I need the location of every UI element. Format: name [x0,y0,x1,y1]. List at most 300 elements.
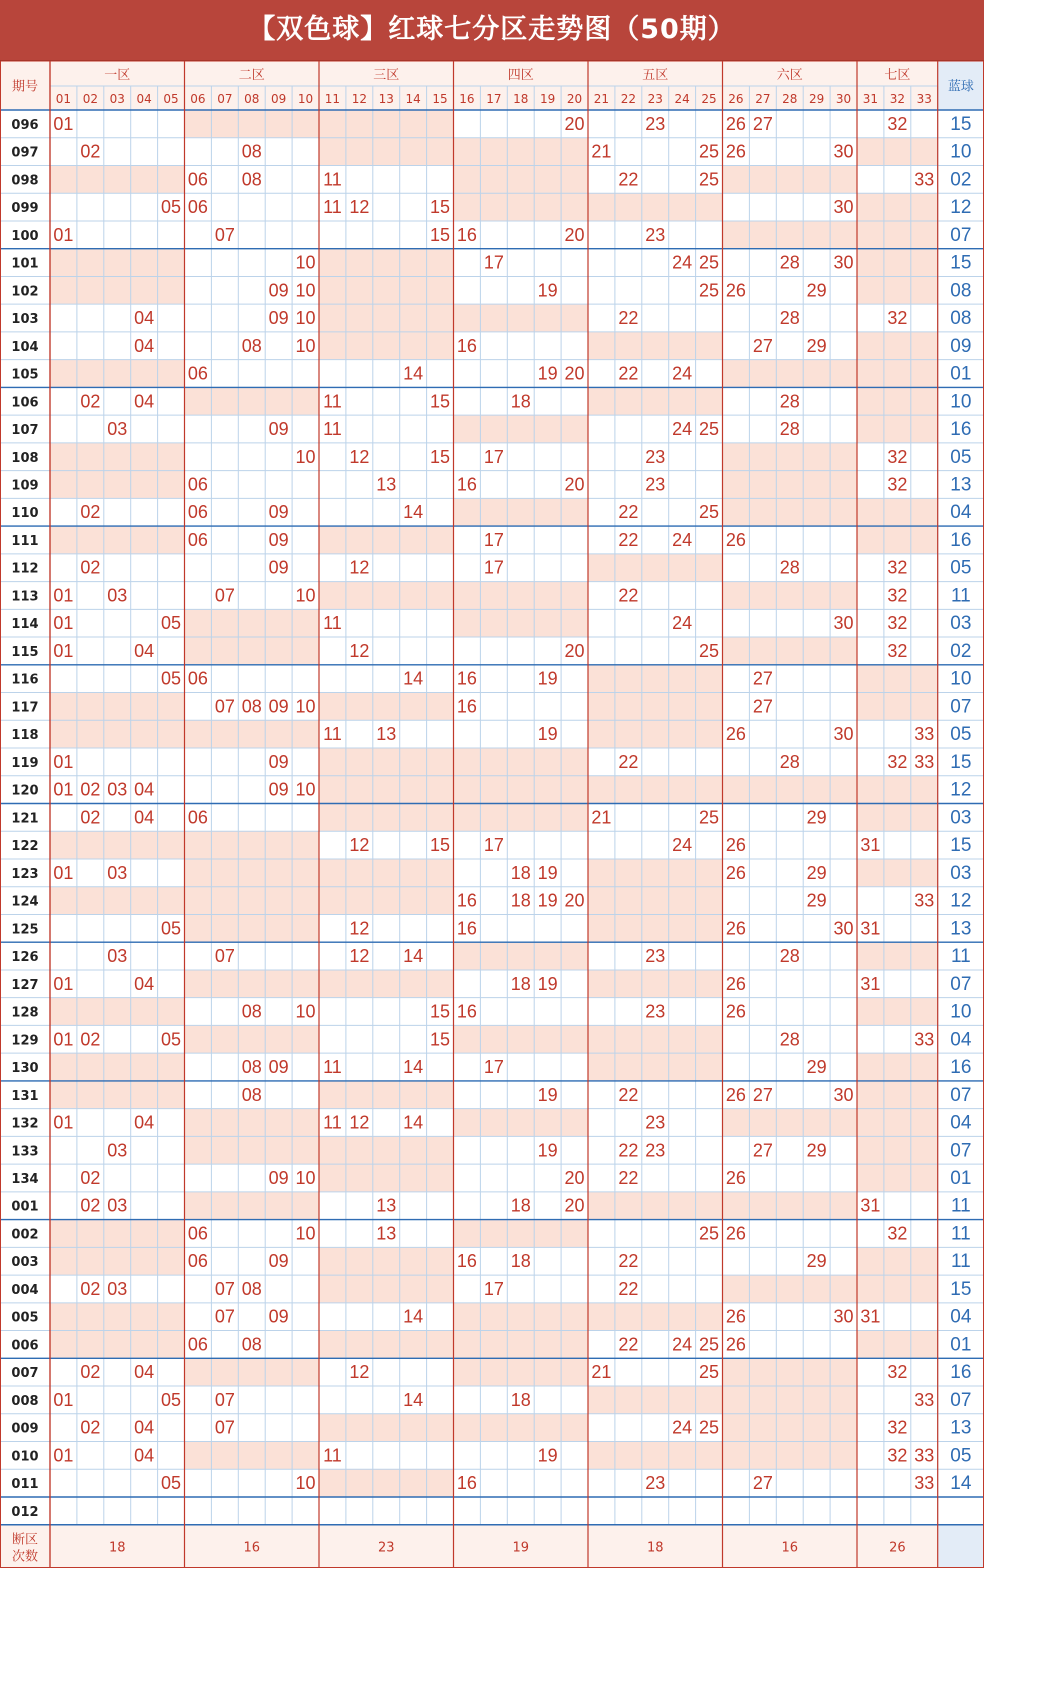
red-ball: 25 [699,280,720,301]
red-ball: 20 [564,1167,585,1188]
red-ball: 11 [323,197,342,218]
empty-zone-cell [50,1331,185,1359]
red-ball: 06 [187,474,208,495]
blue-ball: 09 [950,335,972,357]
red-ball: 16 [456,1473,477,1494]
empty-zone-cell [857,276,938,304]
red-ball: 05 [161,1389,182,1410]
blue-ball: 01 [950,363,972,385]
red-ball: 25 [699,807,720,828]
red-ball: 03 [107,1140,128,1161]
empty-zone-cell [723,1386,858,1414]
red-ball: 11 [323,1445,342,1466]
red-ball: 10 [295,1167,316,1188]
empty-zone-cell [185,1358,320,1386]
red-ball: 09 [268,502,289,523]
red-ball: 24 [672,835,693,856]
empty-zone-cell [857,1109,938,1137]
break-count: 19 [512,1540,530,1556]
red-ball: 26 [725,280,746,301]
empty-zone-cell [454,304,589,332]
red-ball: 01 [53,224,74,245]
number-header: 32 [889,92,905,106]
red-ball: 02 [80,391,101,412]
empty-zone-cell [454,1025,589,1053]
empty-zone-cell [588,720,723,748]
red-ball: 07 [214,1278,235,1299]
red-ball: 16 [456,1001,477,1022]
red-ball: 06 [187,668,208,689]
red-ball: 27 [752,113,773,134]
issue-number: 109 [11,478,39,494]
number-header: 07 [217,92,233,106]
number-header: 25 [701,92,717,106]
issue-number: 123 [11,866,39,882]
issue-number: 103 [11,312,39,328]
red-ball: 32 [887,1417,908,1438]
red-ball: 33 [914,169,935,190]
empty-zone-cell [588,332,723,360]
number-header: 20 [566,92,583,106]
red-ball: 08 [241,1084,262,1105]
red-ball: 20 [564,640,585,661]
empty-zone-cell [857,193,938,221]
red-ball: 16 [456,335,477,356]
red-ball: 14 [403,363,424,384]
red-ball: 22 [618,1334,639,1355]
issue-number: 133 [11,1144,39,1160]
red-ball: 09 [268,557,289,578]
blue-ball: 08 [950,280,972,302]
issue-number: 117 [11,700,39,716]
issue-number: 007 [11,1366,39,1382]
red-ball: 28 [779,419,800,440]
empty-zone-cell [857,249,938,277]
red-ball: 23 [645,224,666,245]
red-ball: 32 [887,113,908,134]
red-ball: 25 [699,141,720,162]
red-ball: 02 [80,807,101,828]
red-ball: 13 [376,1195,397,1216]
issue-number: 108 [11,450,39,466]
empty-zone-cell [185,1025,320,1053]
blue-ball: 04 [950,1112,972,1134]
issue-number: 099 [11,201,39,217]
red-ball: 30 [833,613,854,634]
red-ball: 21 [591,807,612,828]
number-header: 08 [244,92,260,106]
red-ball: 20 [564,1195,585,1216]
red-ball: 19 [537,862,558,883]
red-ball: 12 [349,1362,370,1383]
empty-zone-cell [588,1442,723,1470]
issue-number: 122 [11,839,39,855]
empty-zone-cell [857,415,938,443]
red-ball: 26 [725,1306,746,1327]
red-ball: 33 [914,724,935,745]
empty-zone-cell [588,970,723,998]
issue-number: 010 [11,1449,39,1465]
red-ball: 24 [672,419,693,440]
red-ball: 23 [645,1112,666,1133]
break-count: 18 [108,1540,126,1556]
blue-ball: 16 [950,529,972,551]
empty-zone-cell [50,249,185,277]
empty-zone-cell [319,1247,454,1275]
empty-zone-cell [857,1275,938,1303]
red-ball: 15 [430,391,451,412]
red-ball: 19 [537,363,558,384]
number-header: 33 [916,92,932,106]
red-ball: 12 [349,946,370,967]
blue-ball: 15 [950,1278,972,1300]
red-ball: 09 [268,419,289,440]
empty-zone-cell [319,138,454,166]
red-ball: 01 [53,751,74,772]
red-ball: 12 [349,918,370,939]
issue-number: 118 [11,728,39,744]
issue-number: 006 [11,1338,39,1354]
red-ball: 03 [107,946,128,967]
break-count: 16 [781,1540,799,1556]
empty-zone-cell [185,1109,320,1137]
red-ball: 01 [53,1445,74,1466]
empty-zone-cell [588,1192,723,1220]
red-ball: 05 [161,613,182,634]
red-ball: 29 [806,1140,827,1161]
empty-zone-cell [857,1331,938,1359]
empty-zone-cell [454,776,589,804]
red-ball: 06 [187,1251,208,1272]
zone-label: 五区 [642,68,669,83]
blue-ball: 11 [950,585,971,607]
red-ball: 02 [80,1195,101,1216]
red-ball: 12 [349,835,370,856]
red-ball: 27 [752,696,773,717]
red-ball: 16 [456,696,477,717]
empty-zone-cell [857,998,938,1026]
red-ball: 03 [107,862,128,883]
red-ball: 10 [295,1473,316,1494]
empty-zone-cell [857,387,938,415]
red-ball: 18 [510,1195,531,1216]
zone-label: 七区 [884,68,911,83]
number-header: 28 [782,92,798,106]
red-ball: 33 [914,1445,935,1466]
empty-zone-cell [723,1275,858,1303]
red-ball: 29 [806,890,827,911]
red-ball: 25 [699,169,720,190]
red-ball: 22 [618,1278,639,1299]
empty-zone-cell [454,1358,589,1386]
empty-zone-cell [319,1469,454,1497]
red-ball: 33 [914,1389,935,1410]
red-ball: 18 [510,391,531,412]
red-ball: 09 [268,280,289,301]
red-ball: 10 [295,779,316,800]
empty-zone-cell [319,332,454,360]
red-ball: 26 [725,1084,746,1105]
empty-zone-cell [319,249,454,277]
blue-ball: 05 [950,724,972,746]
red-ball: 11 [323,1112,342,1133]
empty-zone-cell [454,1220,589,1248]
issue-number: 124 [11,894,39,910]
red-ball: 33 [914,890,935,911]
empty-zone-cell [723,471,858,499]
red-ball: 01 [53,779,74,800]
empty-zone-cell [454,609,589,637]
red-ball: 08 [241,335,262,356]
red-ball: 18 [510,973,531,994]
empty-zone-cell [454,1109,589,1137]
red-ball: 07 [214,585,235,606]
red-ball: 04 [134,1445,155,1466]
red-ball: 20 [564,363,585,384]
number-header: 02 [82,92,98,106]
number-header: 03 [109,92,125,106]
footer-label-line2: 次数 [11,1549,39,1565]
red-ball: 09 [268,1167,289,1188]
red-ball: 31 [860,1195,881,1216]
issue-number: 107 [11,423,39,439]
red-ball: 19 [537,724,558,745]
red-ball: 20 [564,474,585,495]
red-ball: 09 [268,529,289,550]
empty-zone-cell [185,1136,320,1164]
empty-zone-cell [857,693,938,721]
red-ball: 26 [725,141,746,162]
red-ball: 32 [887,1445,908,1466]
red-ball: 09 [268,1057,289,1078]
red-ball: 10 [295,446,316,467]
red-ball: 18 [510,890,531,911]
red-ball: 32 [887,1223,908,1244]
red-ball: 32 [887,1362,908,1383]
red-ball: 22 [618,1140,639,1161]
red-ball: 01 [53,1029,74,1050]
empty-zone-cell [857,526,938,554]
number-header: 13 [378,92,394,106]
red-ball: 26 [725,1001,746,1022]
issue-header: 期号 [11,79,39,95]
red-ball: 13 [376,1223,397,1244]
number-header: 31 [862,92,879,106]
empty-zone-cell [319,1331,454,1359]
empty-zone-cell [319,693,454,721]
red-ball: 06 [187,363,208,384]
issue-number: 008 [11,1393,39,1409]
empty-zone-cell [185,637,320,665]
number-header: 14 [405,92,421,106]
red-ball: 22 [618,1251,639,1272]
red-ball: 17 [483,529,504,550]
red-ball: 30 [833,1306,854,1327]
issue-number: 129 [11,1033,39,1049]
empty-zone-cell [319,887,454,915]
number-header: 15 [432,92,448,106]
empty-zone-cell [50,471,185,499]
red-ball: 01 [53,640,74,661]
red-ball: 22 [618,529,639,550]
empty-zone-cell [857,498,938,526]
red-ball: 01 [53,973,74,994]
zone-label: 三区 [373,68,400,83]
number-header: 26 [728,92,744,106]
empty-zone-cell [319,804,454,832]
red-ball: 07 [214,1389,235,1410]
red-ball: 21 [591,141,612,162]
empty-zone-cell [50,831,185,859]
empty-zone-cell [50,1303,185,1331]
red-ball: 28 [779,946,800,967]
red-ball: 19 [537,1445,558,1466]
red-ball: 10 [295,585,316,606]
number-header: 17 [486,92,502,106]
empty-zone-cell [454,138,589,166]
red-ball: 26 [725,1167,746,1188]
empty-zone-cell [723,498,858,526]
red-ball: 08 [241,1278,262,1299]
blue-ball: 11 [950,1251,971,1273]
red-ball: 02 [80,1278,101,1299]
red-ball: 21 [591,1362,612,1383]
red-ball: 07 [214,1306,235,1327]
red-ball: 22 [618,169,639,190]
red-ball: 23 [645,1001,666,1022]
red-ball: 06 [187,197,208,218]
red-ball: 29 [806,335,827,356]
blue-ball: 10 [950,668,972,690]
number-header: 18 [513,92,529,106]
issue-number: 004 [11,1282,39,1298]
blue-ball: 15 [950,751,972,773]
empty-zone-cell [50,887,185,915]
red-ball: 01 [53,585,74,606]
red-ball: 32 [887,308,908,329]
red-ball: 08 [241,696,262,717]
blue-ball: 11 [950,1223,971,1245]
red-ball: 10 [295,1001,316,1022]
blue-ball: 12 [950,779,972,801]
red-ball: 26 [725,835,746,856]
red-ball: 19 [537,668,558,689]
blue-ball: 07 [950,696,972,718]
red-ball: 11 [323,419,342,440]
red-ball: 01 [53,113,74,134]
zone-label: 二区 [238,68,265,83]
red-ball: 04 [134,391,155,412]
red-ball: 18 [510,862,531,883]
red-ball: 10 [295,696,316,717]
issue-number: 101 [11,256,39,272]
red-ball: 24 [672,252,693,273]
red-ball: 26 [725,1334,746,1355]
empty-zone-cell [588,1386,723,1414]
red-ball: 07 [214,946,235,967]
number-header: 23 [647,92,663,106]
red-ball: 09 [268,751,289,772]
red-ball: 28 [779,308,800,329]
empty-zone-cell [588,1303,723,1331]
blue-ball: 10 [950,1001,972,1023]
issue-number: 125 [11,922,39,938]
issue-number: 002 [11,1227,39,1243]
issue-number: 116 [11,672,39,688]
red-ball: 14 [403,502,424,523]
empty-zone-cell [50,276,185,304]
red-ball: 14 [403,946,424,967]
empty-zone-cell [723,637,858,665]
red-ball: 14 [403,1112,424,1133]
number-header: 27 [755,92,771,106]
empty-zone-cell [454,415,589,443]
red-ball: 04 [134,1362,155,1383]
red-ball: 20 [564,113,585,134]
red-ball: 27 [752,668,773,689]
red-ball: 23 [645,446,666,467]
empty-zone-cell [588,554,723,582]
issue-number: 102 [11,284,39,300]
blue-ball: 04 [950,502,972,524]
red-ball: 12 [349,446,370,467]
red-ball: 13 [376,724,397,745]
empty-zone-cell [588,193,723,221]
number-header: 10 [297,92,314,106]
red-ball: 24 [672,613,693,634]
red-ball: 01 [53,1389,74,1410]
red-ball: 09 [268,1306,289,1327]
empty-zone-cell [857,942,938,970]
issue-number: 096 [11,117,39,133]
red-ball: 05 [161,918,182,939]
empty-zone-cell [454,193,589,221]
red-ball: 04 [134,335,155,356]
empty-zone-cell [857,1053,938,1081]
empty-zone-cell [185,609,320,637]
red-ball: 29 [806,1251,827,1272]
blue-header: 蓝球 [947,79,974,95]
empty-zone-cell [185,720,320,748]
blue-ball: 05 [950,557,972,579]
red-ball: 19 [537,280,558,301]
issue-number: 104 [11,339,39,355]
red-ball: 22 [618,585,639,606]
empty-zone-cell [454,582,589,610]
empty-zone-cell [857,804,938,832]
empty-zone-cell [50,1081,185,1109]
footer-background [0,1525,984,1568]
red-ball: 12 [349,1112,370,1133]
empty-zone-cell [723,360,858,388]
number-header: 04 [136,92,152,106]
blue-ball: 07 [950,1389,972,1411]
empty-zone-cell [50,998,185,1026]
red-ball: 25 [699,640,720,661]
red-ball: 15 [430,1001,451,1022]
issue-number: 114 [11,617,39,633]
red-ball: 02 [80,779,101,800]
red-ball: 23 [645,474,666,495]
red-ball: 28 [779,391,800,412]
blue-ball: 02 [950,640,972,662]
empty-zone-cell [588,914,723,942]
red-ball: 18 [510,1389,531,1410]
red-ball: 02 [80,141,101,162]
issue-number: 105 [11,367,39,383]
red-ball: 25 [699,1362,720,1383]
issue-number: 012 [11,1504,39,1520]
